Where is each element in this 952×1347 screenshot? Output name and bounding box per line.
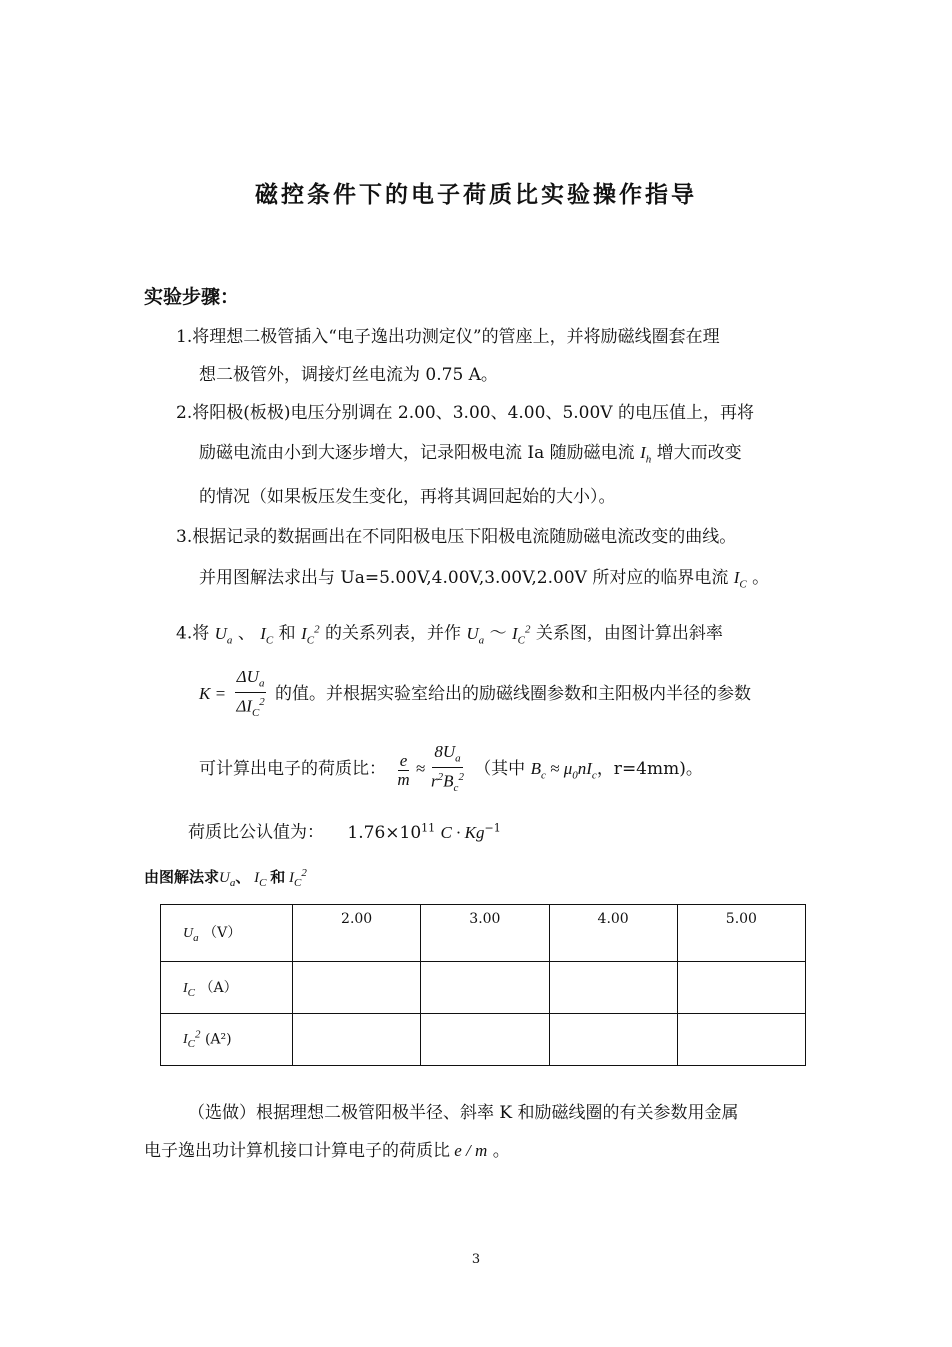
data-table [160, 904, 806, 1066]
table-row [161, 962, 806, 1014]
step2-line2: 励磁电流由小到大逐步增大，记录阳极电流 Ia 随励磁电流 $I_h$ 增大而改变 [199, 443, 742, 466]
table-row [161, 905, 806, 962]
empty-cell[interactable] [293, 1014, 421, 1066]
table-title: 由图解法求$U_a$、 $I_C$ 和 $I_C^2$ [144, 867, 307, 889]
empty-cell[interactable] [677, 1014, 805, 1066]
step4-line1: 4.将 $U_a$ 、 $I_C$ 和 $I_C^2$ 的关系列表，并作 $U_a$ ～ $I_C^2$ 关系图，由图计算出斜率 [176, 623, 723, 647]
step1-line2: 想二极管外，调接灯丝电流为 0.75 A。 [199, 365, 498, 385]
row-label-ic: $I_C$ （A） [161, 962, 293, 1014]
step4-line2: K = $\frac{\Delta U_a}{\Delta I_C^2}$ 的值。并根据实验室给出的励磁线圈参数和主阳极内半径的参数 [199, 667, 752, 720]
optional-line1: （选做）根据理想二极管阳极半径、斜率 K 和励磁线圈的有关参数用金属 [188, 1103, 739, 1123]
ratio-formula: $\frac{e}{m}$ ≈ $\frac{8U_a}{r^2B_c^2}$ [397, 742, 464, 795]
table-row [161, 1014, 806, 1066]
page-number: 3 [471, 1252, 481, 1267]
row-label-ua: $U_a$ （V） [161, 905, 293, 962]
empty-cell[interactable] [421, 962, 549, 1014]
empty-cell[interactable] [421, 1014, 549, 1066]
col-header-1: 2.00 [293, 905, 421, 962]
empty-cell[interactable] [549, 962, 677, 1014]
step4-line3: 可计算出电子的荷质比： $\frac{e}{m}$ ≈ $\frac{8U_a}{r^2B_c^2}$ （其中 $B_c \approx \mu_0nI_c$，r=4mm)。 [199, 742, 703, 795]
section-heading: 实验步骤： [144, 286, 240, 308]
col-header-3: 4.00 [549, 905, 677, 962]
step3-line1: 3.根据记录的数据画出在不同阳极电压下阳极电流随励磁电流改变的曲线。 [176, 527, 737, 547]
empty-cell[interactable] [549, 1014, 677, 1066]
empty-cell[interactable] [293, 962, 421, 1014]
step2-line1: 2.将阳极(板极)电压分别调在 2.00、3.00、4.00、5.00V 的电压值上，再将 [176, 403, 754, 423]
k-formula: K = $\frac{\Delta U_a}{\Delta I_C^2}$ [199, 667, 265, 720]
step1-line1: 1.将理想二极管插入“电子逸出功测定仪”的管座上，并将励磁线圈套在理 [176, 327, 720, 347]
col-header-2: 3.00 [421, 905, 549, 962]
page-title: 磁控条件下的电子荷质比实验操作指导 [255, 181, 697, 208]
step3-line2: 并用图解法求出与 Ua=5.00V,4.00V,3.00V,2.00V 所对应的临界电流 $I_C$ 。 [199, 568, 770, 591]
col-header-4: 5.00 [677, 905, 805, 962]
step2-line3: 的情况（如果板压发生变化，再将其调回起始的大小）。 [199, 487, 616, 507]
accepted-value-line: 荷质比公认值为： $1.76\times 10^{11}$ $C \cdot Kg^{-1}$ [188, 821, 501, 843]
optional-line2: 电子逸出功计算机接口计算电子的荷质比 e / m 。 [144, 1141, 510, 1161]
row-label-ic2: $I_C^2$ (A²) [161, 1014, 293, 1066]
empty-cell[interactable] [677, 962, 805, 1014]
